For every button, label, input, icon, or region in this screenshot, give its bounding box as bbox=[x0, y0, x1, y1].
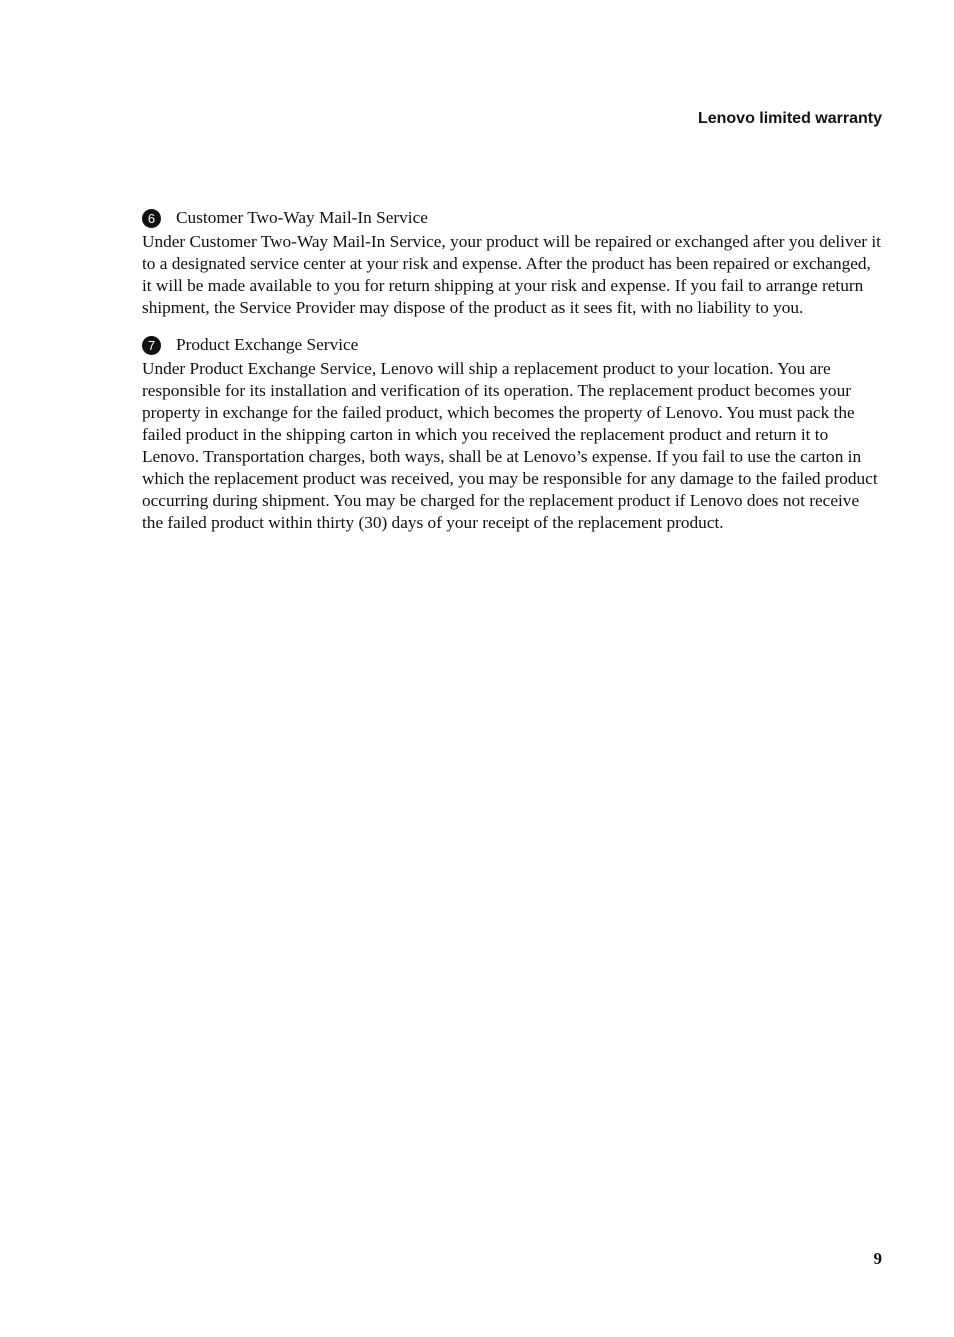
section-two-way-mail-in bbox=[142, 206, 884, 319]
step-number-badge: 6 bbox=[142, 209, 161, 228]
section-heading bbox=[142, 333, 884, 357]
section-heading-text: Product Exchange Service bbox=[176, 335, 359, 354]
section-body: Under Customer Two-Way Mail-In Service, your product will be repaired or exchanged after you deliver it to a designated service center at your risk and expense. After the product has been repaired or exchanged, it will be made available to you for return shipping at your risk and expense. If you fail to arrange return shipment, the Service Provider may dispose of the product as it sees fit, with no liability to you. bbox=[142, 232, 881, 317]
section-body: Under Product Exchange Service, Lenovo will ship a replacement product to your location. You are responsible for its installation and verification of its operation. The replacement product becomes your property in exchange for the failed product, which becomes the property of Lenovo. You must pack the failed product in the shipping carton in which you received the replacement product and return it to Lenovo. Transportation charges, both ways, shall be at Lenovo’s expense. If you fail to use the carton in which the replacement product was received, you may be responsible for any damage to the failed product occurring during shipment. You may be charged for the replacement product if Lenovo does not receive the failed product within thirty (30) days of your receipt of the replacement product. bbox=[142, 359, 878, 532]
document-content bbox=[142, 206, 884, 548]
page-number: 9 bbox=[873, 1249, 882, 1268]
section-heading bbox=[142, 206, 884, 230]
running-header: Lenovo limited warranty bbox=[697, 110, 882, 127]
step-number-badge: 7 bbox=[142, 336, 161, 355]
section-heading-text: Customer Two-Way Mail-In Service bbox=[176, 208, 428, 227]
section-product-exchange bbox=[142, 333, 884, 534]
